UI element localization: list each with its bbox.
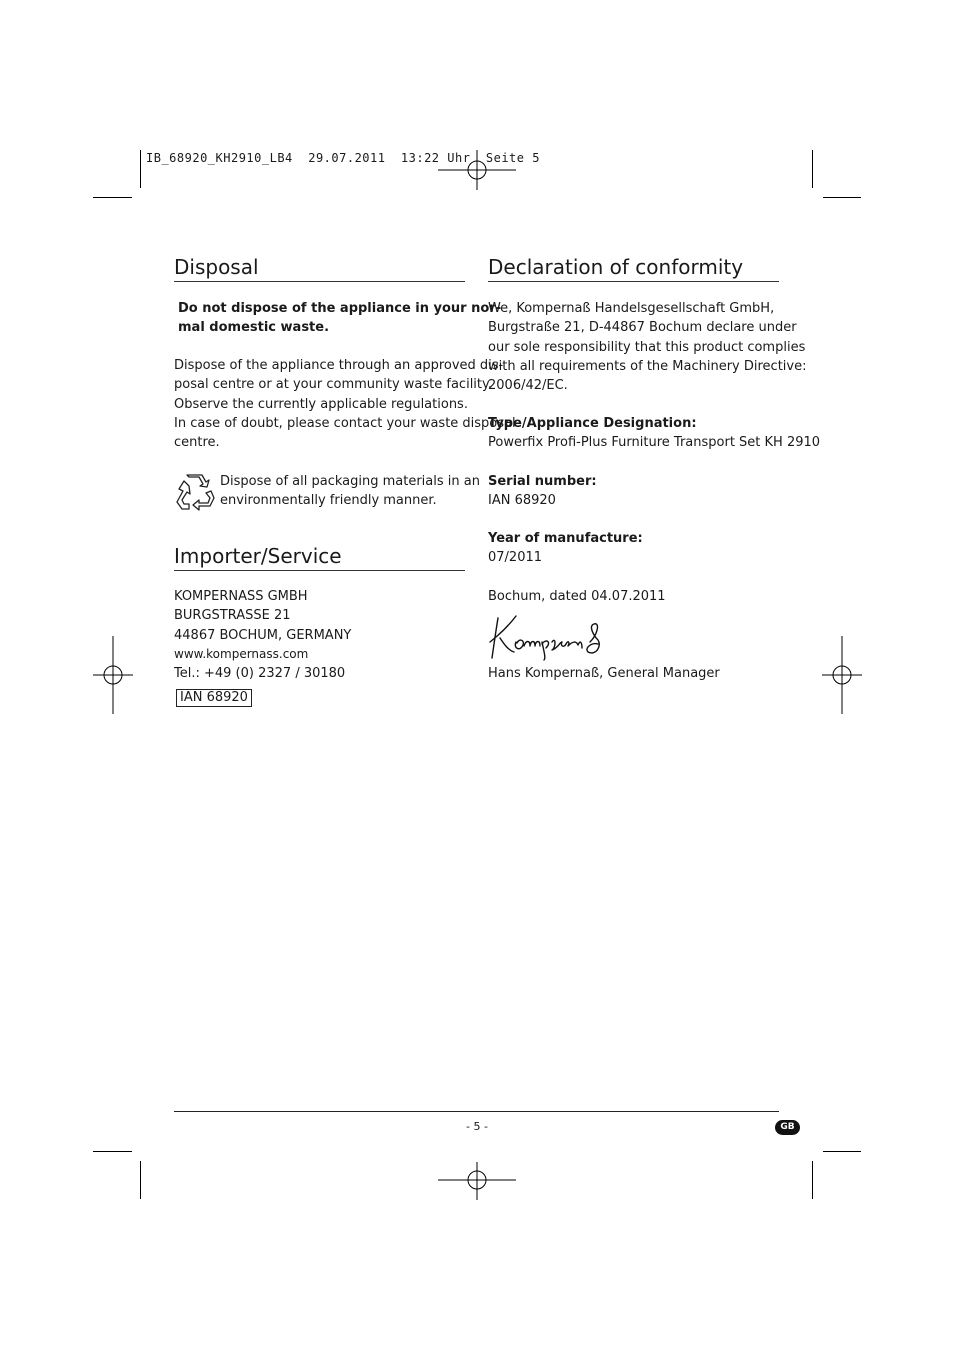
declaration-heading-rule (488, 281, 779, 282)
signatory: Hans Kompernaß, General Manager (488, 666, 720, 681)
disposal-heading-rule (174, 281, 465, 282)
importer-address: KOMPERNASS GMBH BURGSTRASSE 21 44867 BOCHUM, GERMANY www.kompernass.com Tel.: +49 (0) 2327 / 30180 (174, 589, 352, 682)
ian-box: IAN 68920 (176, 689, 252, 707)
importer-heading: Importer/Service (174, 544, 342, 568)
declaration-intro: We, Kompernaß Handelsgesellschaft GmbH, Burgstraße 21, D-44867 Bochum declare under our sole responsibility that this product complies with all requirements of the Machinery Directive: 2006/42/EC. (488, 301, 807, 394)
language-badge: GB (775, 1120, 800, 1135)
disposal-paragraph: Dispose of the appliance through an approved dis- posal centre or at your community waste facility. Observe the currently applicable regulations. In case of doubt, please contact your waste disposal centre. (174, 358, 516, 451)
declaration-heading: Declaration of conformity (488, 255, 744, 279)
type-designation: Type/Appliance Designation: Powerfix Profi-Plus Furniture Transport Set KH 2910 (488, 416, 821, 451)
disposal-heading: Disposal (174, 255, 259, 279)
year-of-manufacture: Year of manufacture: 07/2011 (488, 531, 643, 566)
registration-mark-icon (93, 636, 133, 714)
importer-heading-rule (174, 570, 465, 571)
footer-rule (174, 1111, 779, 1112)
dated-line: Bochum, dated 04.07.2011 (488, 589, 666, 604)
serial-number: Serial number: IAN 68920 (488, 474, 597, 509)
registration-mark-icon (438, 1162, 516, 1200)
website-link[interactable]: www.kompernass.com (174, 646, 309, 661)
packaging-note: Dispose of all packaging materials in an environmentally friendly manner. (220, 474, 480, 509)
print-slug: IB_68920_KH2910_LB4 29.07.2011 13:22 Uhr Seite 5 (146, 151, 540, 165)
svg-text:Kompernaß: Kompernaß (486, 612, 492, 613)
registration-mark-icon (438, 150, 516, 190)
page-number: - 5 - (466, 1120, 488, 1133)
recycle-icon (175, 473, 215, 511)
disposal-warning: Do not dispose of the appliance in your nor- mal domestic waste. (178, 301, 502, 336)
registration-mark-icon (822, 636, 862, 714)
signature-icon (486, 612, 616, 662)
